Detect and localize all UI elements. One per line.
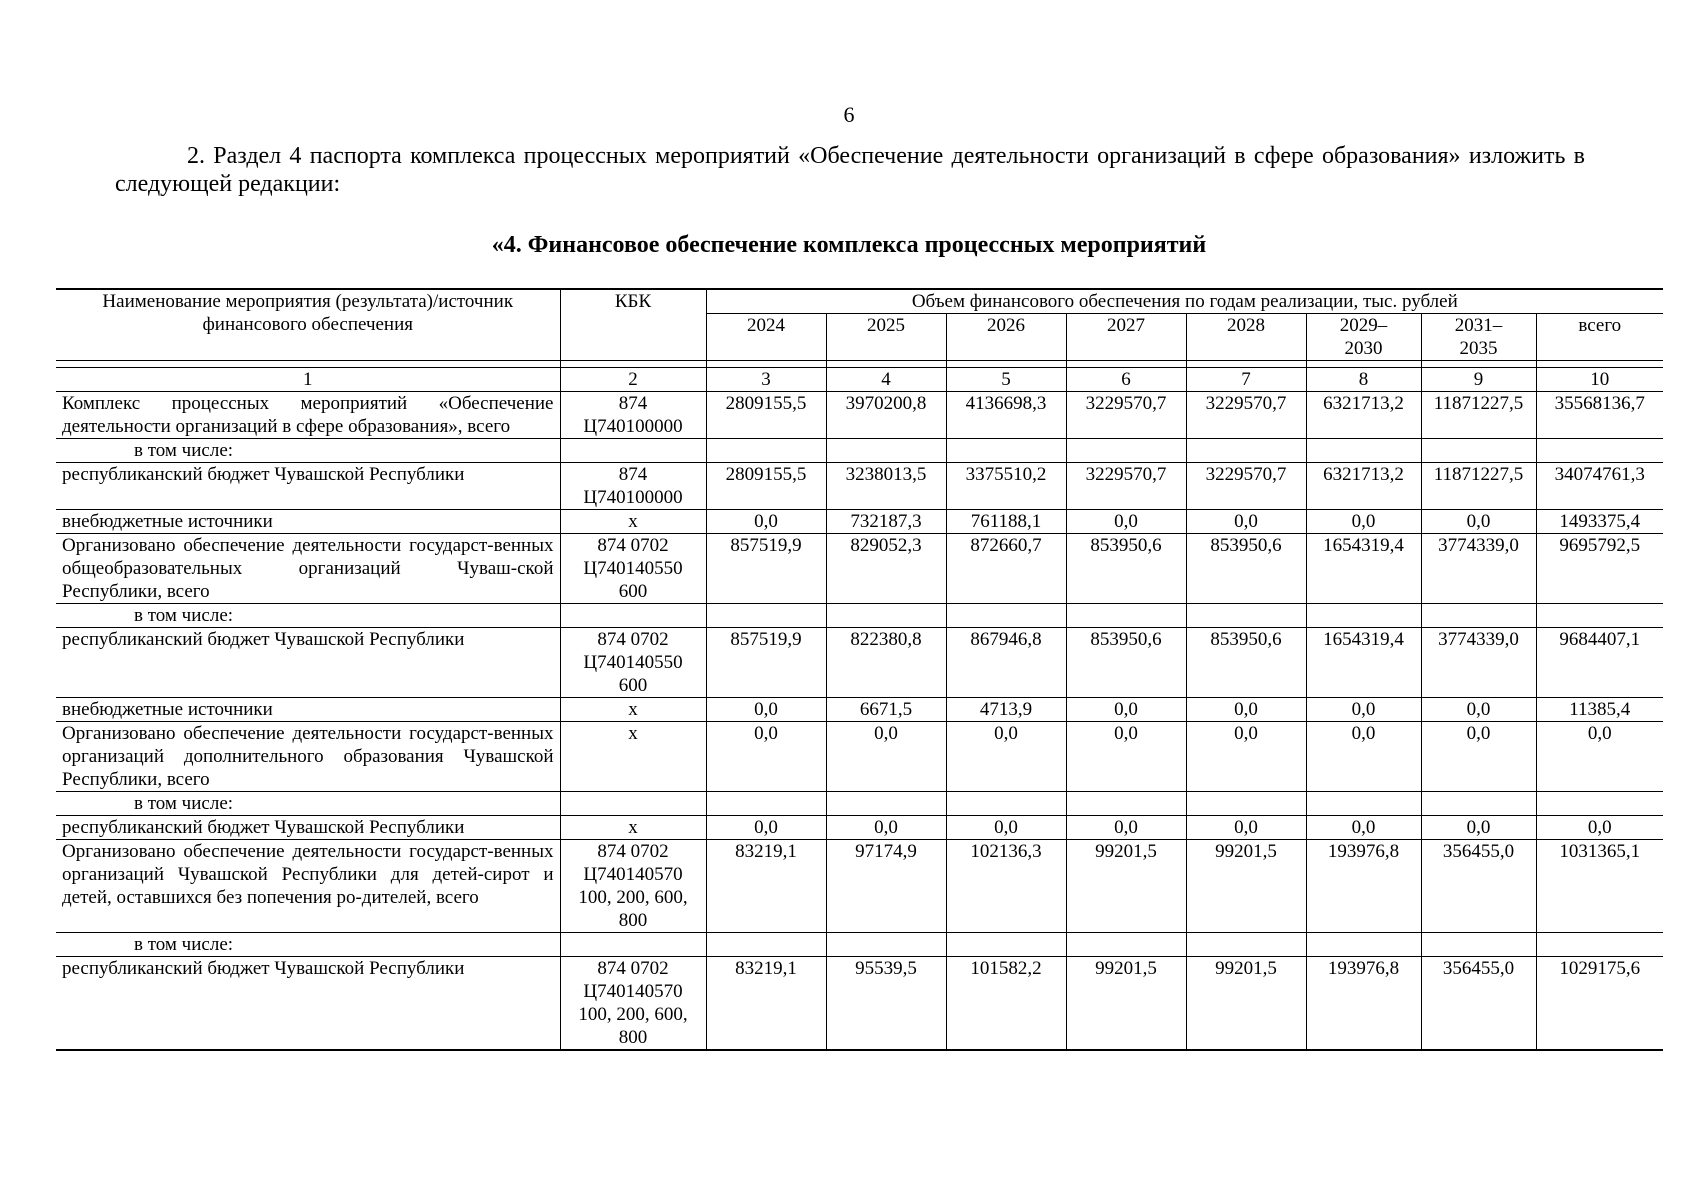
row-value: [1066, 933, 1186, 957]
table-row: [56, 792, 1663, 816]
row-value: 0,0: [1421, 698, 1536, 722]
row-name: в том числе:: [56, 604, 560, 628]
row-value: [1421, 792, 1536, 816]
row-value: 0,0: [946, 722, 1066, 792]
row-value: 853950,6: [1066, 628, 1186, 698]
table-row: [56, 698, 1663, 722]
row-value: 1031365,1: [1536, 840, 1663, 933]
header-year-2026: 2026: [946, 314, 1066, 361]
intro-paragraph: 2. Раздел 4 паспорта комплекса процессных мероприятий «Обеспечение деятельности организаций в сфере образования» изложить в следующей редакции:: [115, 143, 1585, 197]
row-name: Организовано обеспечение деятельности государст-венных организаций Чувашской Республики для детей-сирот и детей, оставшихся без попечения ро-дителей, всего: [56, 840, 560, 933]
row-value: 2809155,5: [706, 392, 826, 439]
row-value: 102136,3: [946, 840, 1066, 933]
row-value: 0,0: [706, 698, 826, 722]
header-year-2028: 2028: [1186, 314, 1306, 361]
header-year-2027: 2027: [1066, 314, 1186, 361]
row-value: 9695792,5: [1536, 534, 1663, 604]
column-number: 4: [826, 368, 946, 392]
row-value: [1066, 439, 1186, 463]
row-value: 0,0: [1066, 816, 1186, 840]
column-numbers-row: [56, 368, 1663, 392]
header-year-2024: 2024: [706, 314, 826, 361]
row-value: 0,0: [1536, 722, 1663, 792]
row-value: 95539,5: [826, 957, 946, 1051]
row-value: 3229570,7: [1186, 392, 1306, 439]
row-kbk: [560, 439, 706, 463]
row-value: 101582,2: [946, 957, 1066, 1051]
row-value: 0,0: [1306, 816, 1421, 840]
row-name: Организовано обеспечение деятельности государст-венных организаций дополнительного образования Чувашской Республики, всего: [56, 722, 560, 792]
row-value: 0,0: [1186, 816, 1306, 840]
row-value: 11385,4: [1536, 698, 1663, 722]
row-value: 872660,7: [946, 534, 1066, 604]
column-number: 2: [560, 368, 706, 392]
table-row: [56, 439, 1663, 463]
row-value: 3774339,0: [1421, 534, 1536, 604]
row-value: 0,0: [1306, 722, 1421, 792]
row-name: внебюджетные источники: [56, 510, 560, 534]
column-number: 10: [1536, 368, 1663, 392]
table-row: [56, 957, 1663, 1051]
row-value: [1186, 933, 1306, 957]
row-name: в том числе:: [56, 792, 560, 816]
row-value: 6321713,2: [1306, 463, 1421, 510]
row-kbk: [560, 604, 706, 628]
column-number: 3: [706, 368, 826, 392]
row-value: 0,0: [826, 722, 946, 792]
row-value: [946, 933, 1066, 957]
table-row: [56, 722, 1663, 792]
row-value: [1066, 604, 1186, 628]
row-value: 0,0: [1066, 510, 1186, 534]
row-value: 0,0: [826, 816, 946, 840]
header-total: всего: [1536, 314, 1663, 361]
row-value: [946, 792, 1066, 816]
row-value: [706, 604, 826, 628]
row-value: 0,0: [1536, 816, 1663, 840]
row-kbk: х: [560, 698, 706, 722]
row-value: 99201,5: [1066, 840, 1186, 933]
row-value: 11871227,5: [1421, 463, 1536, 510]
column-number: 1: [56, 368, 560, 392]
table-row: [56, 840, 1663, 933]
row-value: [946, 604, 1066, 628]
row-value: [1421, 933, 1536, 957]
table-row: [56, 628, 1663, 698]
row-value: 356455,0: [1421, 957, 1536, 1051]
row-name: в том числе:: [56, 933, 560, 957]
row-value: 0,0: [1186, 510, 1306, 534]
row-value: [1186, 604, 1306, 628]
row-value: [1306, 933, 1421, 957]
row-value: [1186, 439, 1306, 463]
column-number: 7: [1186, 368, 1306, 392]
column-number: 9: [1421, 368, 1536, 392]
row-kbk: 874 0702 Ц740140550 600: [560, 628, 706, 698]
row-value: [946, 439, 1066, 463]
row-value: 99201,5: [1186, 840, 1306, 933]
row-value: 4136698,3: [946, 392, 1066, 439]
header-year-2031-2035: 2031– 2035: [1421, 314, 1536, 361]
row-value: [826, 604, 946, 628]
row-value: [1306, 604, 1421, 628]
table-row: [56, 933, 1663, 957]
row-value: [1306, 792, 1421, 816]
row-value: 0,0: [1421, 816, 1536, 840]
table-row: [56, 392, 1663, 439]
row-value: 0,0: [1066, 698, 1186, 722]
row-value: 3238013,5: [826, 463, 946, 510]
row-value: 1029175,6: [1536, 957, 1663, 1051]
row-value: 853950,6: [1066, 534, 1186, 604]
row-value: 193976,8: [1306, 840, 1421, 933]
table-row: [56, 463, 1663, 510]
row-value: 867946,8: [946, 628, 1066, 698]
row-value: 193976,8: [1306, 957, 1421, 1051]
row-value: 0,0: [1186, 722, 1306, 792]
table-row: [56, 816, 1663, 840]
table-row: [56, 510, 1663, 534]
row-kbk: 874 0702 Ц740140570 100, 200, 600, 800: [560, 957, 706, 1051]
row-kbk: 874 0702 Ц740140550 600: [560, 534, 706, 604]
row-value: [1066, 792, 1186, 816]
header-name: Наименование мероприятия (результата)/источник финансового обеспечения: [56, 289, 560, 361]
row-value: 83219,1: [706, 840, 826, 933]
column-number: 8: [1306, 368, 1421, 392]
row-value: [1186, 792, 1306, 816]
row-value: 0,0: [946, 816, 1066, 840]
row-name: в том числе:: [56, 439, 560, 463]
column-number: 6: [1066, 368, 1186, 392]
row-value: 0,0: [1066, 722, 1186, 792]
row-value: 4713,9: [946, 698, 1066, 722]
table-row: [56, 534, 1663, 604]
row-name: Организовано обеспечение деятельности государст-венных общеобразовательных организаций Чуваш-ской Республики, всего: [56, 534, 560, 604]
row-value: 3229570,7: [1066, 463, 1186, 510]
row-value: 1493375,4: [1536, 510, 1663, 534]
row-value: 3375510,2: [946, 463, 1066, 510]
row-value: 6321713,2: [1306, 392, 1421, 439]
row-kbk: 874 Ц740100000: [560, 463, 706, 510]
row-value: 0,0: [1421, 722, 1536, 792]
row-value: 853950,6: [1186, 534, 1306, 604]
row-value: [706, 792, 826, 816]
row-value: [1536, 439, 1663, 463]
row-value: 83219,1: [706, 957, 826, 1051]
row-value: 853950,6: [1186, 628, 1306, 698]
row-value: [1306, 439, 1421, 463]
header-volume: Объем финансового обеспечения по годам реализации, тыс. рублей: [706, 289, 1663, 314]
header-kbk: КБК: [560, 289, 706, 361]
row-value: [1536, 792, 1663, 816]
row-value: 97174,9: [826, 840, 946, 933]
row-value: 3774339,0: [1421, 628, 1536, 698]
section-title: «4. Финансовое обеспечение комплекса процессных мероприятий: [491, 232, 1207, 258]
row-value: [706, 933, 826, 957]
row-kbk: [560, 933, 706, 957]
row-value: [1421, 604, 1536, 628]
row-value: 0,0: [1306, 510, 1421, 534]
row-value: 35568136,7: [1536, 392, 1663, 439]
row-value: 3970200,8: [826, 392, 946, 439]
row-value: 99201,5: [1186, 957, 1306, 1051]
row-value: [1536, 604, 1663, 628]
row-kbk: 874 0702 Ц740140570 100, 200, 600, 800: [560, 840, 706, 933]
row-value: [706, 439, 826, 463]
row-value: 34074761,3: [1536, 463, 1663, 510]
row-value: 857519,9: [706, 534, 826, 604]
row-name: республиканский бюджет Чувашской Республики: [56, 957, 560, 1051]
row-value: 1654319,4: [1306, 628, 1421, 698]
financial-table: [56, 288, 1663, 1051]
row-value: [826, 792, 946, 816]
row-value: [826, 439, 946, 463]
row-name: Комплекс процессных мероприятий «Обеспечение деятельности организаций в сфере образования», всего: [56, 392, 560, 439]
row-value: 2809155,5: [706, 463, 826, 510]
row-value: 11871227,5: [1421, 392, 1536, 439]
row-value: 0,0: [1186, 698, 1306, 722]
row-value: 0,0: [706, 816, 826, 840]
row-value: 9684407,1: [1536, 628, 1663, 698]
page-number: 6: [843, 102, 855, 127]
row-value: 0,0: [1306, 698, 1421, 722]
row-name: республиканский бюджет Чувашской Республики: [56, 628, 560, 698]
row-value: 6671,5: [826, 698, 946, 722]
row-value: [1421, 439, 1536, 463]
row-value: 3229570,7: [1186, 463, 1306, 510]
row-name: внебюджетные источники: [56, 698, 560, 722]
row-kbk: 874 Ц740100000: [560, 392, 706, 439]
header-year-2029-2030: 2029– 2030: [1306, 314, 1421, 361]
row-value: 857519,9: [706, 628, 826, 698]
row-name: республиканский бюджет Чувашской Республики: [56, 463, 560, 510]
row-value: [826, 933, 946, 957]
row-name: республиканский бюджет Чувашской Республики: [56, 816, 560, 840]
row-value: 0,0: [706, 510, 826, 534]
row-kbk: х: [560, 722, 706, 792]
row-value: [1536, 933, 1663, 957]
row-kbk: х: [560, 816, 706, 840]
row-value: 3229570,7: [1066, 392, 1186, 439]
row-value: 356455,0: [1421, 840, 1536, 933]
row-kbk: [560, 792, 706, 816]
row-value: 761188,1: [946, 510, 1066, 534]
row-value: 0,0: [706, 722, 826, 792]
row-value: 732187,3: [826, 510, 946, 534]
row-kbk: х: [560, 510, 706, 534]
row-value: 0,0: [1421, 510, 1536, 534]
table-row: [56, 604, 1663, 628]
row-value: 822380,8: [826, 628, 946, 698]
row-value: 99201,5: [1066, 957, 1186, 1051]
column-number: 5: [946, 368, 1066, 392]
header-year-2025: 2025: [826, 314, 946, 361]
row-value: 1654319,4: [1306, 534, 1421, 604]
row-value: 829052,3: [826, 534, 946, 604]
